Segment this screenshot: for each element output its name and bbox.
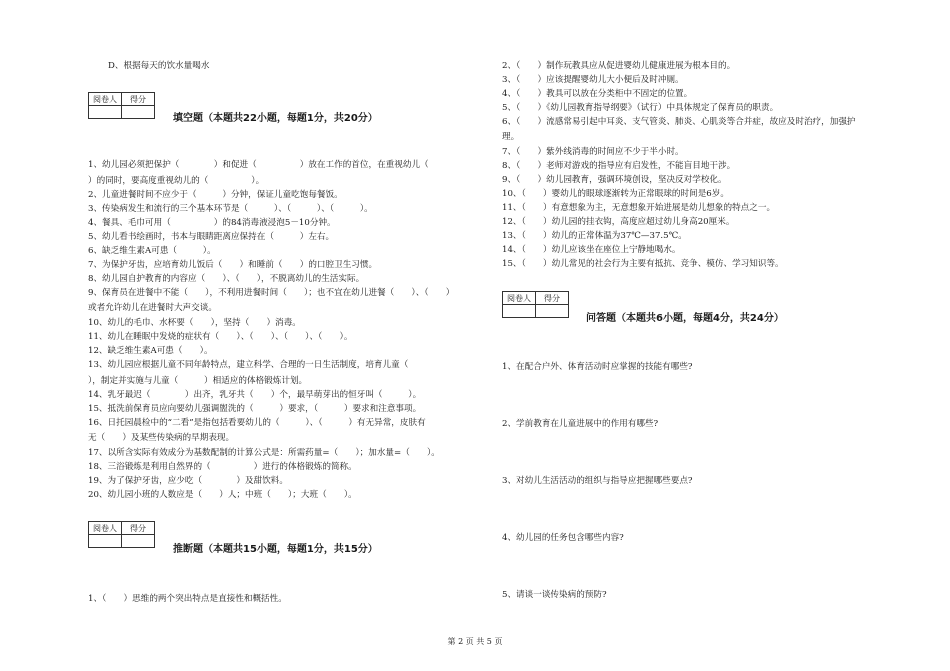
fill-line: 4、餐具、毛巾可用（ ）的84消毒液浸泡5－10分钟。: [88, 218, 336, 228]
score-label: 得分: [122, 93, 155, 106]
grader-cell[interactable]: [89, 106, 122, 119]
fill-line: 17、以所含实际有效成分为基数配制的计算公式是：所需药量=（ ）；加水量=（ ）。: [88, 448, 440, 458]
score-cell[interactable]: [122, 535, 155, 548]
fill-line: 无（ ）及某些传染病的早期表现。: [88, 433, 235, 443]
judge-line: 理。: [502, 132, 520, 142]
option-d: D、根据每天的饮水量喝水: [108, 61, 210, 71]
fill-line: 15、抵洗前保育员应向要幼儿强调盥洗的（ ）要求，（ ）要求和注意事项。: [88, 404, 422, 414]
judge-line: 7、（ ）紫外线消毒的时间应不少于半小时。: [502, 147, 684, 157]
page-footer: 第 2 页 共 5 页: [447, 637, 503, 646]
qa-question: 4、幼儿园的任务包含哪些内容?: [502, 533, 624, 543]
judge-line: 12、（ ）幼儿园的挂衣钩，高度应超过幼儿身高20厘米。: [502, 217, 735, 227]
fill-line: 2、儿童进餐时间不应少于（ ）分钟，保证儿童吃饱每餐饭。: [88, 190, 343, 200]
qa-question: 5、请谈一谈传染病的预防?: [502, 590, 607, 600]
fill-line: 16、日托园晨检中的“二看”是指包括看要幼儿的（ ）、（ ）有无异常，皮肤有: [88, 418, 426, 428]
judge-line: 14、（ ）幼儿应该坐在座位上宁静地喝水。: [502, 245, 681, 255]
fill-line: 5、幼儿看书绘画时，书本与眼睛距离应保持在（ ）左右。: [88, 232, 335, 242]
judge-line: 15、（ ）幼儿常见的社会行为主要有抵抗、竞争、模仿、学习知识等。: [502, 259, 784, 269]
qa-section-title: 问答题（本题共6小题，每题4分，共24分）: [586, 313, 784, 324]
judge-line: 6、（ ）流感常易引起中耳炎、支气管炎、肺炎、心肌炎等合并症，故应及时治疗，加强护: [502, 117, 856, 127]
fill-line: 10、幼儿的毛巾、水杯要（ ），坚持（ ）消毒。: [88, 318, 301, 328]
fill-line: 1、幼儿园必须把保护（ ）和促进（ ）放在工作的首位，在重视幼儿（: [88, 160, 429, 170]
grader-cell[interactable]: [503, 305, 536, 318]
score-label: 得分: [122, 522, 155, 535]
fill-line: 6、缺乏维生素A可患（ ）。: [88, 246, 216, 256]
judge-line: 13、（ ）幼儿的正常体温为37℃—37.5℃。: [502, 231, 687, 241]
judge-section-title: 推断题（本题共15小题，每题1分，共15分）: [173, 544, 378, 555]
score-cell[interactable]: [536, 305, 569, 318]
judge-line: 9、（ ）幼儿园教育，强调环境创设，坚决反对学校化。: [502, 175, 727, 185]
fill-line: 11、幼儿在睡眠中发烧的症状有（ ）、（ ）、（ ）、（ ）。: [88, 332, 353, 342]
fill-line: 19、为了保护牙齿，应少吃（ ）及甜饮料。: [88, 476, 288, 486]
grader-label: 阅卷人: [89, 522, 122, 535]
fill-line: 20、幼儿园小班的人数应是（ ）人；中班（ ）；大班（ ）。: [88, 490, 357, 500]
score-label: 得分: [536, 292, 569, 305]
fill-line: 或者允许幼儿在进餐时大声交谈。: [88, 303, 217, 313]
fill-line: 18、三浴锻炼是利用自然界的（ ）进行的体格锻炼的简称。: [88, 462, 357, 472]
qa-question: 3、对幼儿生活活动的组织与指导应把握哪些要点?: [502, 476, 693, 486]
judge-line: 10、（ ）婴幼儿的眼球逐渐转为正常眼球的时间是6岁。: [502, 189, 729, 199]
score-box-judge: [88, 521, 155, 548]
grader-cell[interactable]: [89, 535, 122, 548]
judge-line: 11、（ ）有意想象为主，无意想象开始进展是幼儿想象的特点之一。: [502, 203, 776, 213]
fill-line: 9、保育员在进餐中不能（ ），不利用进餐时间（ ）；也不宜在幼儿进餐（ ）、（ ）: [88, 288, 455, 298]
judge-line: 2、（ ）制作玩教具应从促进婴幼儿健康进展为根本目的。: [502, 61, 736, 71]
fill-line: 7、为保护牙齿，应培育幼儿饭后（ ）和睡前（ ）的口腔卫生习惯。: [88, 260, 378, 270]
judge-line: 1、（ ）思维的两个突出特点是直接性和概括性。: [88, 594, 287, 604]
fill-line: ），制定并实施与儿童（ ）相适应的体格锻炼计划。: [88, 376, 308, 386]
qa-question: 1、在配合户外、体育活动时应掌握的技能有哪些?: [502, 362, 693, 372]
fill-line: 14、乳牙最迟（ ）出齐，乳牙共（ ）个，最早萌芽出的恒牙叫（ ）。: [88, 390, 422, 400]
fill-line: ）的同时，要高度重视幼儿的（ ）。: [88, 176, 265, 186]
judge-line: 5、（ ）《幼儿园教育指导纲要》（试行）中具体规定了保育员的职责。: [502, 103, 779, 113]
judge-line: 4、（ ）教具可以放在分类柜中不固定的位置。: [502, 89, 693, 99]
grader-label: 阅卷人: [89, 93, 122, 106]
fill-line: 8、幼儿园自护教育的内容应（ ）、（ ），不脱离幼儿的生活实际。: [88, 274, 365, 284]
fill-line: 12、缺乏维生素A可患（ ）。: [88, 346, 213, 356]
score-cell[interactable]: [122, 106, 155, 119]
fill-section-title: 填空题（本题共22小题，每题1分，共20分）: [173, 113, 378, 124]
grader-label: 阅卷人: [503, 292, 536, 305]
fill-line: 3、传染病发生和流行的三个基本环节是（ ）、（ ）、（ ）。: [88, 204, 373, 214]
score-box-fill: [88, 92, 155, 119]
qa-question: 2、学前教育在儿童进展中的作用有哪些?: [502, 419, 659, 429]
fill-line: 13、幼儿园应根据儿童不同年龄特点，建立科学、合理的一日生活制度，培育儿童（: [88, 360, 409, 370]
judge-line: 3、（ ）应该提醒婴幼儿大小便后及时冲厕。: [502, 75, 684, 85]
score-box-qa: [502, 291, 569, 318]
judge-line: 8、（ ）老师对游戏的指导应有启发性，不能盲目地干涉。: [502, 161, 736, 171]
